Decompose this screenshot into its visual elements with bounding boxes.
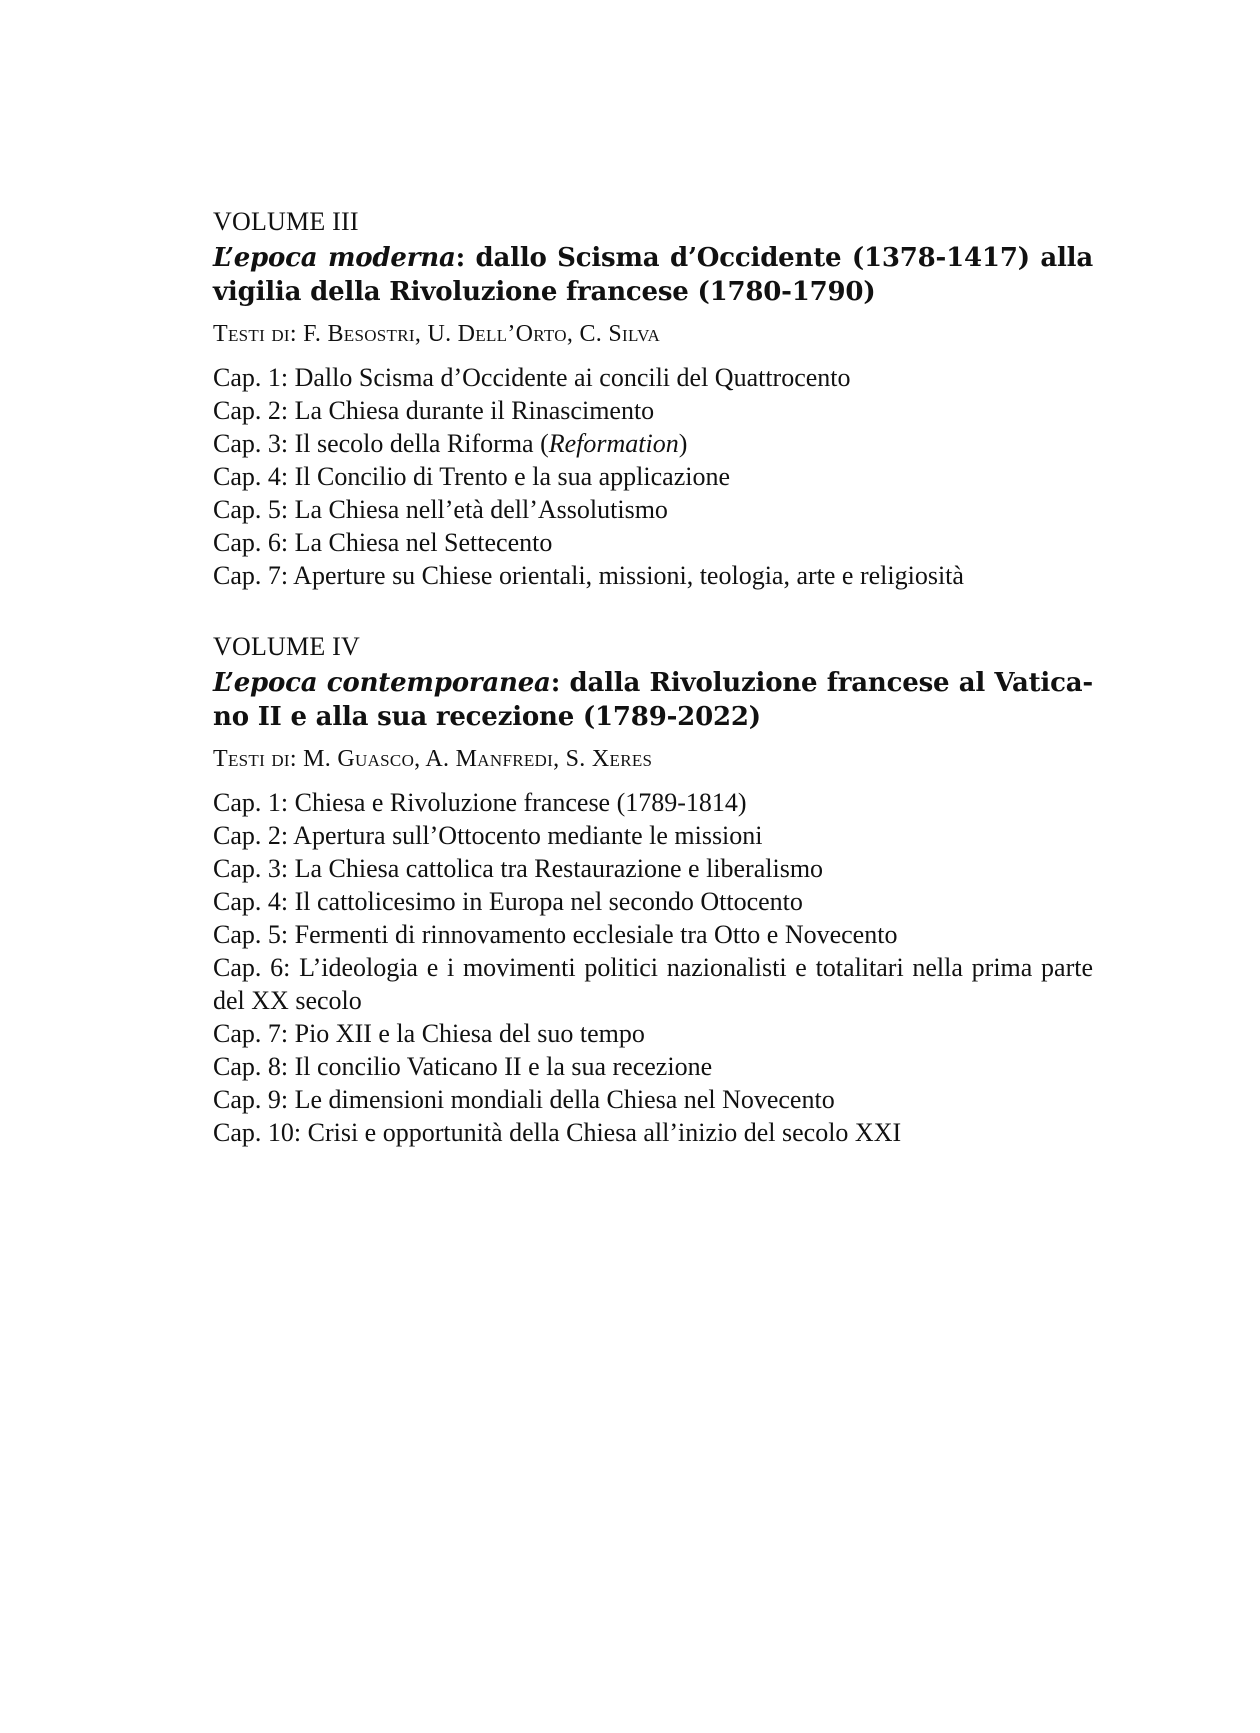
volume-title-rest: : dallo Scisma d’Occidente (1378-1417) alla vigilia della Rivoluzione francese (1780-1790) (213, 243, 1093, 307)
volume-title (213, 666, 1093, 734)
chapter-item: Cap. 1: Chiesa e Rivoluzione francese (1789-1814) (213, 788, 747, 817)
chapter-italic-term: Reformation (548, 429, 679, 458)
chapter-item: Cap. 2: La Chiesa durante il Rinascimento (213, 396, 655, 425)
volume-title-numeral: II (257, 702, 282, 732)
chapter-item (213, 1116, 1093, 1149)
chapter-text: Cap. 10: Crisi e opportunità della Chiesa all’inizio del secolo (213, 1118, 855, 1147)
volume-label (213, 205, 1093, 239)
volume-label (213, 630, 1093, 664)
chapter-item: Cap. 1: Dallo Scisma d’Occidente ai concili del Quattrocento (213, 363, 851, 392)
chapter-numeral: II (504, 1052, 522, 1081)
chapter-item (213, 951, 1093, 1017)
volume-authors: Testi di: M. Guasco, A. Manfredi, S. Xeres (213, 746, 653, 772)
volume-3-section (213, 205, 1093, 592)
chapter-numeral: XXI (854, 1118, 902, 1147)
chapter-list (213, 786, 1093, 1149)
chapter-item (213, 1050, 1093, 1083)
chapter-item: Cap. 3: La Chiesa cattolica tra Restaurazione e liberalismo (213, 854, 824, 883)
volume-numeral: IV (332, 632, 360, 661)
chapter-text: Cap. 6: L’ideologia e i movimenti politici nazionalisti e totalitari nella prima parte del (213, 953, 1093, 1015)
chapter-item: Cap. 5: La Chiesa nell’età dell’Assolutismo (213, 495, 668, 524)
chapter-item: Cap. 9: Le dimensioni mondiali della Chiesa nel Novecento (213, 1085, 835, 1114)
volume-title-italic: L’epoca moderna (213, 243, 456, 273)
chapter-numeral: XII (335, 1019, 372, 1048)
chapter-item: Cap. 2: Apertura sull’Ottocento mediante le missioni (213, 821, 763, 850)
volume-title-rest: : dalla Rivoluzione francese al Vatica-no (213, 668, 1093, 732)
chapter-item (213, 427, 1093, 460)
volume-label-prefix: VOLUME (213, 632, 326, 661)
chapter-numeral: XX (251, 986, 289, 1015)
volume-title (213, 241, 1093, 309)
chapter-item: Cap. 7: Aperture su Chiese orientali, missioni, teologia, arte e religiosità (213, 561, 964, 590)
chapter-text: secolo (288, 986, 362, 1015)
chapter-item: Cap. 6: La Chiesa nel Settecento (213, 528, 553, 557)
chapter-item (213, 1017, 1093, 1050)
chapter-text: Cap. 7: Pio (213, 1019, 336, 1048)
chapter-list (213, 361, 1093, 592)
chapter-text: Cap. 3: Il secolo della Riforma ( (213, 429, 549, 458)
volume-4-section (213, 630, 1093, 1149)
chapter-text: Cap. 8: Il concilio Vaticano (213, 1052, 505, 1081)
chapter-item: Cap. 5: Fermenti di rinnovamento ecclesiale tra Otto e Novecento (213, 920, 898, 949)
volume-label-prefix: VOLUME (213, 207, 326, 236)
volume-numeral: III (332, 207, 359, 236)
volume-title-italic: L’epoca contemporanea (213, 668, 551, 698)
volume-authors: Testi di: F. Besostri, U. Dell’Orto, C. Silva (213, 321, 661, 347)
chapter-text: e la sua recezione (521, 1052, 713, 1081)
chapter-item: Cap. 4: Il Concilio di Trento e la sua applicazione (213, 462, 731, 491)
chapter-text: ) (678, 429, 688, 458)
chapter-text: e la Chiesa del suo tempo (371, 1019, 645, 1048)
chapter-item: Cap. 4: Il cattolicesimo in Europa nel secondo Ottocento (213, 887, 803, 916)
volume-title-rest: e alla sua recezione (1789-2022) (281, 702, 761, 732)
document-page (213, 205, 1093, 1149)
